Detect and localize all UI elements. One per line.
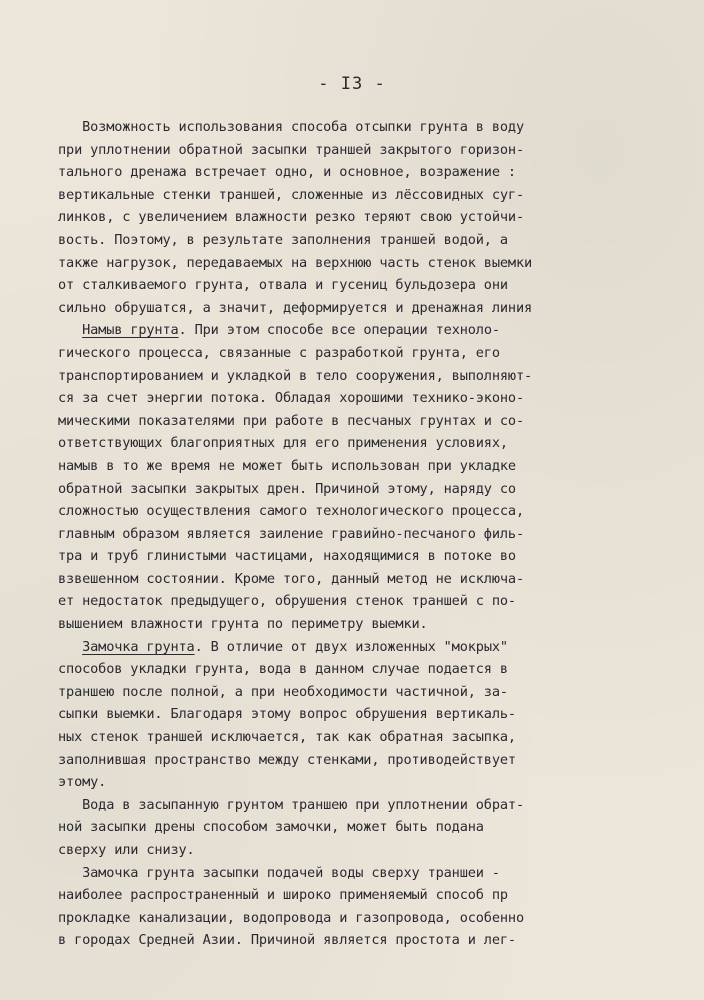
text-line <box>58 455 678 478</box>
text-line <box>58 184 678 207</box>
text-line <box>58 862 678 885</box>
text-fragment: вертикальные стенки траншей, сложенные из лёссовидных суг- <box>58 186 524 203</box>
text-line <box>58 387 678 410</box>
text-fragment: взвешенном состоянии. Кроме того, данный метод не исключа- <box>58 570 524 587</box>
text-fragment: способов укладки грунта, вода в данном случае подается в <box>58 661 508 678</box>
text-fragment: гического процесса, связанные с разработкой грунта, его <box>58 344 500 361</box>
text-fragment: . В отличие от двух изложенных "мокрых" <box>194 638 508 655</box>
text-line <box>58 297 678 320</box>
text-fragment: ответствующих благоприятных для его применения условиях, <box>58 435 508 452</box>
text-fragment: намыв в то же время не может быть использован при укладке <box>58 457 516 474</box>
text-fragment: сильно обрушатся, а значит, деформируется и дренажная линия <box>58 299 533 316</box>
text-line <box>58 816 678 839</box>
text-fragment: траншею после полной, а при необходимости частичной, за- <box>58 683 508 700</box>
section-heading: Намыв грунта <box>82 322 179 339</box>
text-line <box>58 636 678 659</box>
text-fragment: вость. Поэтому, в результате заполнения траншей водой, а <box>58 231 508 248</box>
text-line <box>58 681 678 704</box>
text-fragment: мическими показателями при работе в песчаных грунтах и со- <box>58 412 524 429</box>
text-fragment: этому. <box>58 774 107 791</box>
text-line <box>58 161 678 184</box>
text-line <box>58 319 678 342</box>
text-fragment: заполнившая пространство между стенками, противодействует <box>58 751 516 768</box>
text-fragment: тра и труб глинистыми частицами, находящимися в потоке во <box>58 548 516 565</box>
text-fragment: Возможность использования способа отсыпки грунта в воду <box>58 119 524 135</box>
text-line <box>58 500 678 523</box>
text-line <box>58 139 678 162</box>
text-fragment: тального дренажа встречает одно, и основное, возражение : <box>58 164 516 181</box>
text-fragment: вышением влажности грунта по периметру выемки. <box>58 616 428 633</box>
text-line <box>58 771 678 794</box>
text-line <box>58 794 678 817</box>
text-fragment: сыпки выемки. Благодаря этому вопрос обрушения вертикаль- <box>58 706 516 723</box>
text-line <box>58 478 678 501</box>
text-line <box>58 568 678 591</box>
text-line <box>58 839 678 862</box>
text-fragment <box>58 322 82 338</box>
text-line <box>58 884 678 907</box>
text-line <box>58 274 678 297</box>
text-fragment: в городах Средней Азии. Причиной является простота и лег- <box>58 932 516 949</box>
text-line <box>58 907 678 930</box>
text-fragment: от сталкиваемого грунта, отвала и гусениц бульдозера они <box>58 277 508 294</box>
text-line <box>58 410 678 433</box>
text-line <box>58 523 678 546</box>
text-fragment: транспортированием и укладкой в тело сооружения, выполняют- <box>58 367 533 384</box>
text-fragment: ных стенок траншей исключается, так как обратная засыпка, <box>58 729 516 746</box>
text-fragment: сверху или снизу. <box>58 842 195 858</box>
text-line <box>58 749 678 772</box>
text-fragment: главным образом является заиление гравийно-песчаного филь- <box>58 525 524 542</box>
text-line <box>58 726 678 749</box>
text-fragment: ной засыпки дрены способом замочки, может быть подана <box>58 819 484 836</box>
text-fragment: прокладке канализации, водопровода и газопровода, особенно <box>58 909 524 926</box>
text-line <box>58 703 678 726</box>
text-fragment <box>58 639 82 655</box>
text-line <box>58 252 678 275</box>
text-fragment: наиболее распространенный и широко применяемый способ пр <box>58 887 508 904</box>
text-line <box>58 116 678 139</box>
text-fragment: . При этом способе все операции техноло- <box>178 322 500 339</box>
body-text <box>58 116 678 952</box>
text-fragment: обратной засыпки закрытых дрен. Причиной этому, наряду со <box>58 480 516 497</box>
text-line <box>58 229 678 252</box>
text-fragment: при уплотнении обратной засыпки траншей закрытого горизон- <box>58 141 524 158</box>
page-number: - I3 - <box>318 74 386 94</box>
text-fragment: также нагрузок, передаваемых на верхнюю часть стенок выемки <box>58 254 533 271</box>
text-line <box>58 929 678 952</box>
text-line <box>58 432 678 455</box>
text-line <box>58 658 678 681</box>
text-fragment: линков, с увеличением влажности резко теряют свою устойчи- <box>58 209 524 226</box>
section-heading: Замочка грунта <box>82 638 195 655</box>
text-line <box>58 206 678 229</box>
text-line <box>58 545 678 568</box>
text-fragment: ет недостаток предыдущего, обрушения стенок траншей с по- <box>58 593 516 610</box>
text-fragment: сложностью осуществления самого технологического процесса, <box>58 503 524 520</box>
text-fragment: Вода в засыпанную грунтом траншею при уплотнении обрат- <box>58 796 524 813</box>
text-line <box>58 342 678 365</box>
text-fragment: Замочка грунта засыпки подачей воды сверху траншеи - <box>58 864 500 881</box>
text-line <box>58 613 678 636</box>
text-line <box>58 365 678 388</box>
text-line <box>58 590 678 613</box>
text-fragment: ся за счет энергии потока. Обладая хорошими технико-эконо- <box>58 390 524 407</box>
